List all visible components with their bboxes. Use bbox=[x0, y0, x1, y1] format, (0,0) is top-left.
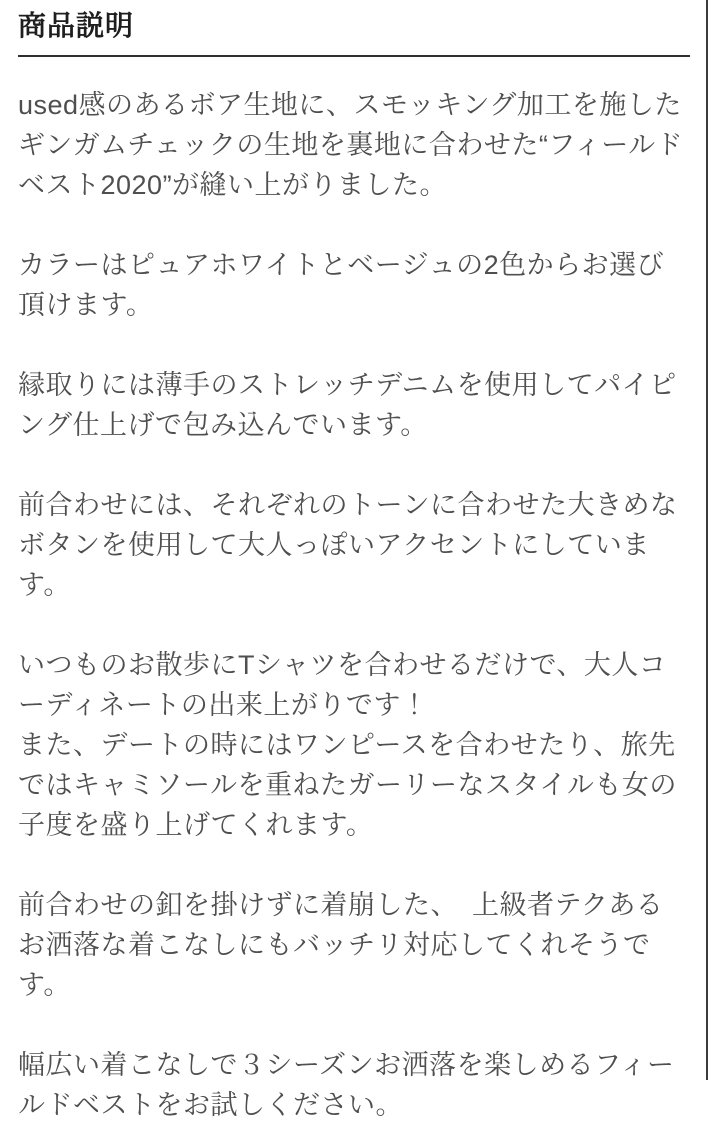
description-paragraph: カラーはピュアホワイトとベージュの2色からお選び頂けます。 bbox=[18, 250, 665, 320]
description-paragraph: 縁取りには薄手のストレッチデニムを使用してパイピング仕上げで包み込んでいます。 bbox=[18, 370, 677, 440]
description-paragraph: いつものお散歩にTシャツを合わせるだけで、大人コーディネートの出来上がりです！ また、デートの時にはワンピースを合わせたり、旅先ではキャミソールを重ねたガーリーなスタイルも女の子度を盛り上げてくれます。 bbox=[18, 650, 677, 840]
description-paragraph: 前合わせには、それぞれのトーンに合わせた大きめなボタンを使用して大人っぽいアクセントにしています。 bbox=[18, 490, 678, 600]
description-paragraph: 前合わせの釦を掛けずに着崩した、 上級者テクあるお洒落な着こなしにもバッチリ対応してくれそうです。 bbox=[18, 890, 664, 1000]
description-body bbox=[18, 85, 690, 1125]
section-title: 商品説明 bbox=[18, 10, 135, 41]
title-divider bbox=[18, 55, 690, 57]
description-paragraph: used感のあるボア生地に、スモッキング加工を施したギンガムチェックの生地を裏地に合わせた“フィールドベスト2020”が縫い上がりました。 bbox=[18, 90, 684, 200]
description-paragraph: 幅広い着こなしで３シーズンお洒落を楽しめるフィールドベストをお試しください。 bbox=[18, 1050, 675, 1120]
